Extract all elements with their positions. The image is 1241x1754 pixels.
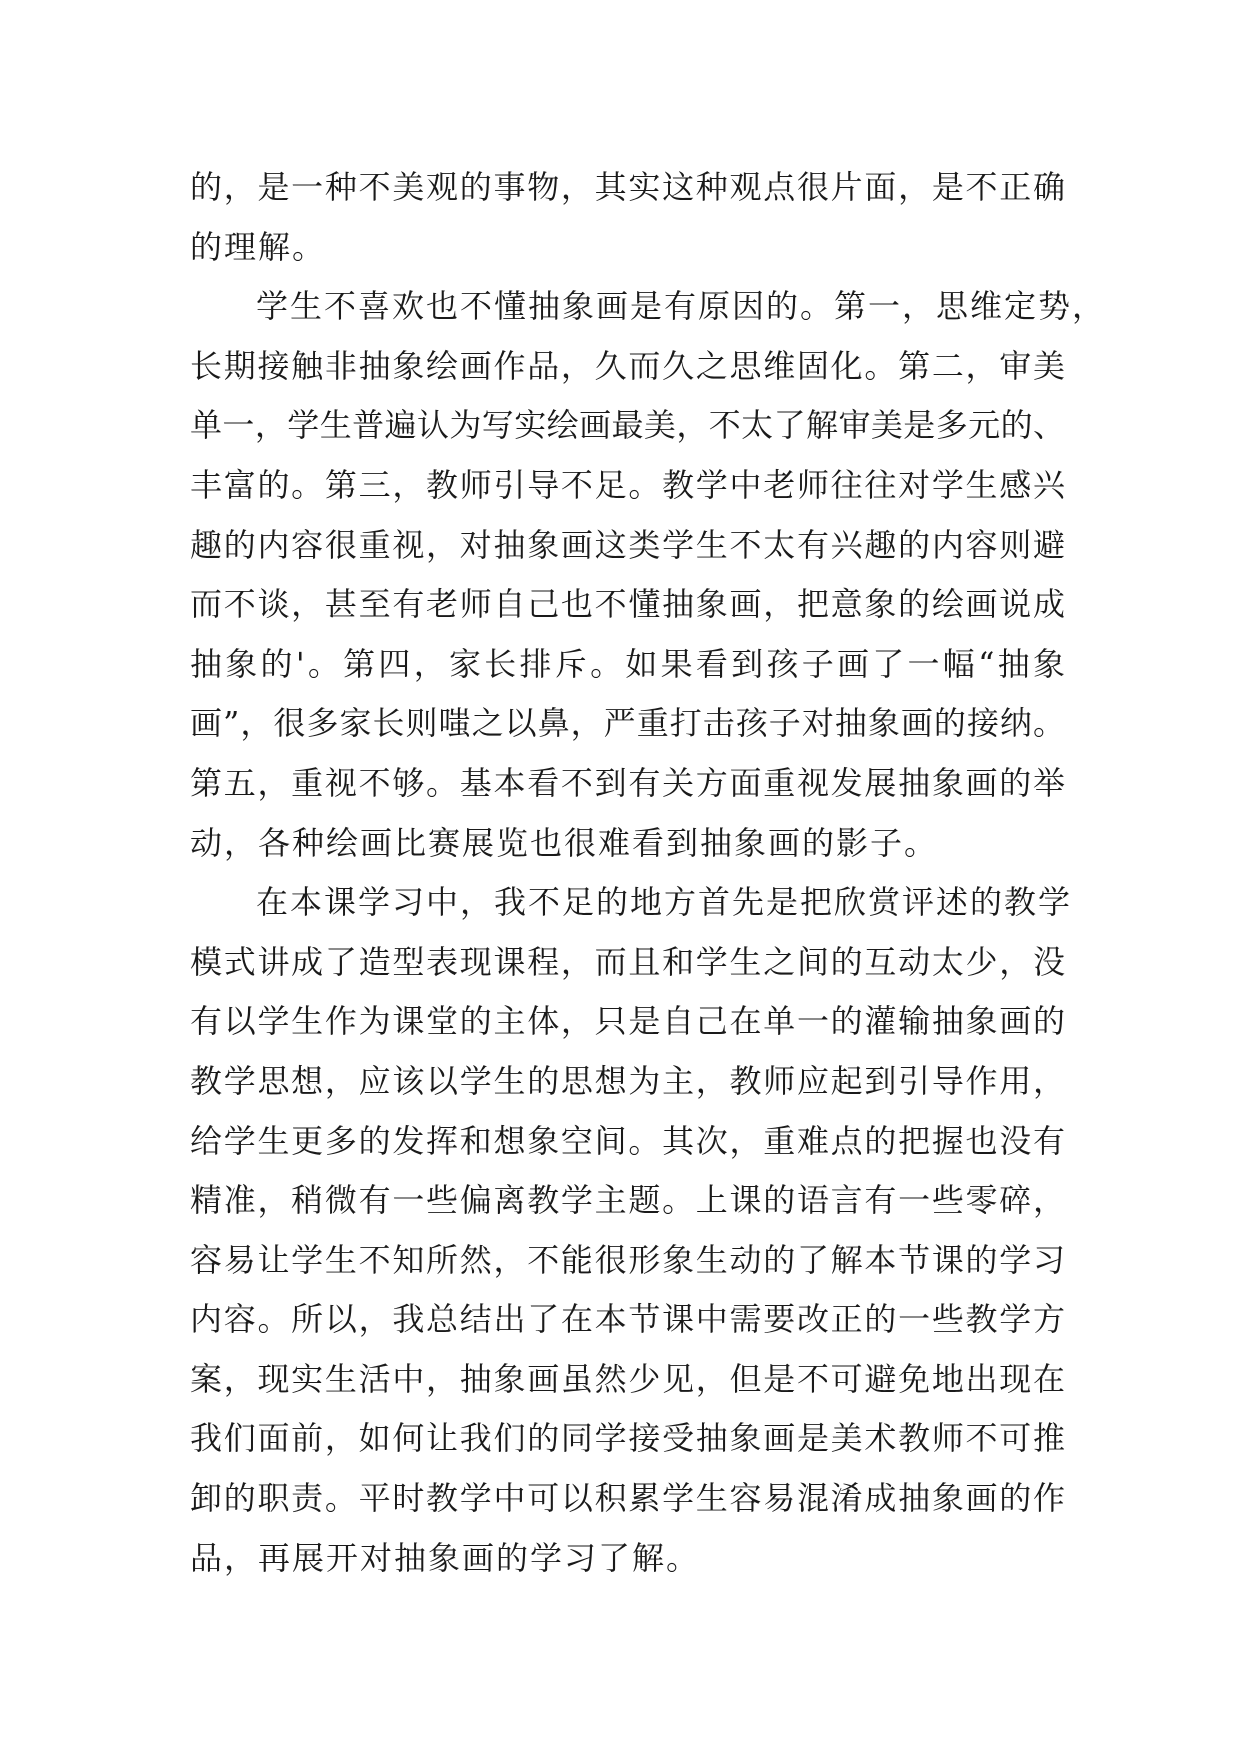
text-line: 的理解。	[190, 227, 327, 266]
text-line: 趣的内容很重视，对抽象画这类学生不太有兴趣的内容则避	[190, 525, 1065, 564]
body-text	[190, 158, 1107, 1588]
text-line: 给学生更多的发挥和想象空间。其次，重难点的把握也没有	[190, 1121, 1065, 1160]
text-line: 单一，学生普遍认为写实绘画最美，不太了解审美是多元的、	[190, 406, 1065, 445]
text-line: 长期接触非抽象绘画作品，久而久之思维固化。第二，审美	[190, 346, 1065, 385]
text-line: 教学思想，应该以学生的思想为主，教师应起到引导作用，	[190, 1061, 1065, 1100]
text-line: 第五，重视不够。基本看不到有关方面重视发展抽象画的举	[190, 763, 1065, 802]
text-line: 而不谈，甚至有老师自己也不懂抽象画，把意象的绘画说成	[190, 585, 1065, 624]
text-line: 模式讲成了造型表现课程，而且和学生之间的互动太少，没	[190, 942, 1065, 981]
text-line: 容易让学生不知所然，不能很形象生动的了解本节课的学习	[190, 1240, 1065, 1279]
text-line: 的，是一种不美观的事物，其实这种观点很片面，是不正确	[190, 168, 1065, 206]
text-line: 我们面前，如何让我们的同学接受抽象画是美术教师不可推	[190, 1419, 1065, 1458]
text-line: 卸的职责。平时教学中可以积累学生容易混淆成抽象画的作	[190, 1479, 1065, 1518]
text-line: 品，再展开对抽象画的学习了解。	[190, 1538, 701, 1577]
text-line: 精准，稍微有一些偏离教学主题。上课的语言有一些零碎，	[190, 1181, 1065, 1220]
text-line: 学生不喜欢也不懂抽象画是有原因的。第一，思维定势，	[256, 287, 1107, 326]
text-line: 案，现实生活中，抽象画虽然少见，但是不可避免地出现在	[190, 1359, 1065, 1398]
text-line: 有以学生作为课堂的主体，只是自己在单一的灌输抽象画的	[190, 1002, 1065, 1041]
text-line: 在本课学习中，我不足的地方首先是把欣赏评述的教学	[256, 883, 1073, 922]
text-line: 丰富的。第三，教师引导不足。教学中老师往往对学生感兴	[190, 465, 1065, 504]
text-line: 抽象的'。第四，家长排斥。如果看到孩子画了一幅“抽象	[190, 644, 1065, 683]
text-line: 画”，很多家长则嗤之以鼻，严重打击孩子对抽象画的接纳。	[190, 704, 1065, 743]
text-line: 内容。所以，我总结出了在本节课中需要改正的一些教学方	[190, 1300, 1065, 1339]
text-line: 动，各种绘画比赛展览也很难看到抽象画的影子。	[190, 823, 939, 862]
